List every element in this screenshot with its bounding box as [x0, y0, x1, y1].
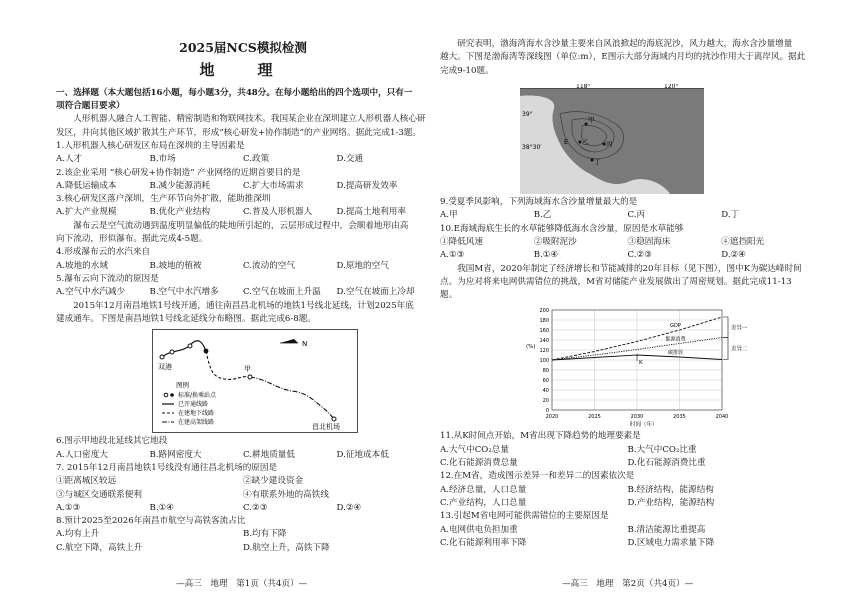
- statement: ②缺少建设资金: [243, 476, 304, 487]
- option[interactable]: B.均有下降: [243, 529, 287, 540]
- option[interactable]: A.扩大产业规模: [56, 207, 117, 218]
- option[interactable]: D.区域电力需求量下降: [627, 537, 715, 548]
- station-marker: [248, 375, 252, 379]
- station-marker: [332, 417, 336, 421]
- question-8: 8.预计2025至2026年南昌市航空与高铁客流占比: [56, 516, 246, 527]
- passage-1-cont: 发区，并向其他区域扩散其生产环节，形成“核心研发+协作制造”的产业网络。据此完成1-3题。: [56, 127, 421, 138]
- question-3-options: [56, 206, 430, 219]
- option[interactable]: C.空气在坡面上升温: [243, 287, 321, 298]
- target-chart: [518, 304, 768, 428]
- y-tick-label: 40: [542, 388, 549, 395]
- x-axis-label: 时间（年）: [630, 422, 658, 429]
- difference-label: 差异二: [731, 346, 748, 353]
- option[interactable]: C.政策: [243, 154, 270, 165]
- passage-3: 2015年12月南昌地铁1号线开通，通往南昌昌北机场的地铁1号线北延线，计划2025年底: [73, 300, 414, 311]
- option[interactable]: C.扩大市场需求: [243, 180, 304, 191]
- question-1-options: [56, 153, 430, 166]
- metro-map: [152, 329, 358, 433]
- place-label: 昌北机场: [312, 423, 340, 432]
- legend-label: 在建地下线路: [178, 410, 215, 418]
- option[interactable]: C.流动的空气: [243, 260, 295, 271]
- option[interactable]: A.降低运输成本: [56, 180, 117, 191]
- k-label: K: [639, 360, 643, 367]
- y-tick-label: 100: [539, 358, 549, 365]
- option[interactable]: C.丙: [627, 210, 646, 221]
- option[interactable]: B.①④: [149, 502, 174, 513]
- option[interactable]: A.均有上升: [56, 529, 100, 540]
- passage-2: 瀑布云是空气流动遇到温度明显偏低的陡地所引起的，云层形成过程中，会顺着地形由高: [73, 220, 409, 231]
- section-heading-cont: 项符合题目要求）: [56, 100, 125, 111]
- y-tick-label: 120: [539, 348, 549, 355]
- y-axis-label: (%): [526, 344, 536, 351]
- passage-5-end: 题。: [440, 290, 458, 301]
- question-9-options: [440, 209, 815, 222]
- site-label: E: [564, 137, 569, 146]
- y-tick-label: 20: [542, 398, 549, 405]
- option[interactable]: A.人才: [56, 154, 83, 165]
- left-page: [56, 0, 430, 555]
- station-marker: [160, 355, 164, 359]
- passage-5-cont: 点。为应对将来电网供需错位的挑战，M省对储能产业发展做出了周密规划。据此完成11-13: [440, 276, 792, 287]
- option[interactable]: D.征地成本低: [336, 449, 389, 460]
- question-6-options: [56, 449, 430, 462]
- option[interactable]: B.路网密度大: [149, 449, 202, 460]
- statement: ①距离城区较远: [56, 476, 117, 487]
- option[interactable]: D.原地的空气: [336, 260, 389, 271]
- transfer-station-marker: [204, 349, 209, 354]
- exam-subject: 地 理: [199, 61, 287, 80]
- passage-1: 人形机器人融合人工智能、精密制造和物联网技术。我国某企业在深圳建立人形机器人核心研: [73, 114, 426, 125]
- question-5: 5.瀑布云向下流动的原因是: [56, 274, 159, 284]
- option[interactable]: D.②④: [721, 250, 746, 261]
- option[interactable]: B.市场: [149, 154, 176, 165]
- statement: ④有联系外地的高铁线: [243, 489, 329, 500]
- option[interactable]: C.②③: [627, 250, 652, 261]
- legend-label: 标准/换乘站点: [178, 392, 217, 400]
- x-tick-label: 2040: [715, 414, 729, 421]
- north-label: N: [302, 340, 308, 349]
- y-tick-label: 60: [542, 378, 549, 385]
- option[interactable]: C.产业结构，人口总量: [440, 498, 527, 508]
- option[interactable]: A.①③: [56, 502, 81, 513]
- question-12-options: [440, 497, 815, 510]
- option[interactable]: C.②③: [243, 502, 268, 513]
- passage-2-cont: 向下流动，形似瀑布。据此完成4-5题。: [56, 234, 208, 245]
- option[interactable]: A.①③: [440, 250, 465, 261]
- option[interactable]: A.坡地的水域: [56, 260, 108, 271]
- question-10-items: [440, 236, 815, 249]
- option[interactable]: D.②④: [336, 502, 362, 513]
- question-8-options: [56, 542, 430, 555]
- passage-4-cont: 越大。下图是渤海湾等深线图（单位:m），E图示大部分海域内月均的扰沙作用大于离岸风。据此: [440, 52, 806, 63]
- page-footer-right: —高三 地理 第2页（共4页）—: [562, 579, 694, 589]
- statement: ③与城区交通联系便利: [56, 489, 142, 500]
- section-heading: 一、选择题（本大题包括16小题，每小题3分，共48分。在每小题给出的四个选项中，只有一: [56, 87, 413, 98]
- question-5-options: [56, 286, 430, 299]
- option[interactable]: D.提高土地利用率: [336, 207, 406, 218]
- legend-title: 图例: [176, 381, 189, 390]
- site-label: 丁: [594, 157, 601, 166]
- option[interactable]: B.乙: [533, 210, 552, 221]
- y-tick-label: 160: [539, 328, 549, 335]
- question-13-options: [440, 537, 815, 550]
- statement: ②吸附泥沙: [533, 236, 577, 247]
- option[interactable]: B.坡地的植被: [149, 260, 202, 271]
- x-tick-label: 2025: [588, 414, 601, 421]
- question-7-items: [56, 489, 430, 502]
- option[interactable]: D.空气在坡面上冷却: [336, 287, 415, 298]
- question-2-options: [56, 180, 430, 193]
- option[interactable]: D.化石能源消费比重: [627, 458, 706, 469]
- option[interactable]: B.减少能源消耗: [149, 180, 211, 191]
- exam-title: 2025届NCS模拟检测: [179, 40, 307, 55]
- latitude-label: 39°: [522, 110, 533, 118]
- longitude-label: 120°: [664, 83, 679, 90]
- site-label: 丙: [606, 139, 613, 148]
- option[interactable]: B.经济结构，能源结构: [627, 484, 714, 495]
- option[interactable]: A.空气中水汽减少: [56, 287, 126, 298]
- option[interactable]: D.航空上升，高铁下降: [243, 542, 330, 553]
- option[interactable]: A.甲: [440, 210, 458, 221]
- site-label: 乙: [582, 137, 589, 146]
- question-1: 1.人形机器人核心研发区布局在深圳的主导因素是: [56, 140, 245, 151]
- y-tick-label: 140: [539, 338, 549, 345]
- question-10-options: [440, 249, 815, 262]
- latitude-label: 38°30′: [522, 143, 542, 151]
- question-11: 11.从K时间点开始，M省出现下降趋势的地理要素是: [440, 431, 641, 442]
- option[interactable]: B.空气中水汽增多: [149, 287, 219, 298]
- question-4: 4.形成瀑布云的水汽来自: [56, 247, 151, 258]
- passage-5: 我国M省，2020年制定了经济增长和节能减排的20年目标（见下图），图中K为碳达峰时间: [457, 263, 802, 274]
- difference-bracket: [723, 338, 728, 360]
- y-tick-label: 200: [539, 308, 549, 315]
- option[interactable]: A.经济总量，人口总量: [440, 484, 527, 495]
- y-tick-label: 80: [542, 368, 549, 375]
- question-7: 7. 2015年12月南昌地铁1号线没有通往昌北机场的原因是: [56, 462, 278, 473]
- option[interactable]: B.①④: [533, 250, 559, 261]
- option[interactable]: C.航空下降，高铁上升: [56, 542, 143, 553]
- passage-4: 研究表明，渤海湾海水含沙量主要来自风浪掀起的海底泥沙，风力越大，海水含沙量增量: [457, 39, 793, 49]
- option[interactable]: B.清洁能源比重提高: [627, 524, 706, 535]
- option[interactable]: A.电网供电负担加重: [440, 524, 518, 535]
- question-13: 13.引起M省电网可能供需错位的主要原因是: [440, 511, 609, 522]
- question-4-options: [56, 260, 430, 273]
- question-2: 2.该企业采用 “核心研发+协作制造” 产业网络的近期首要目的是: [56, 167, 301, 178]
- question-9: 9.受夏季风影响，下列海域海水含沙量增量最大的是: [440, 196, 638, 207]
- option[interactable]: D.产业结构，能源结构: [627, 498, 715, 508]
- place-label: 双港: [158, 363, 172, 372]
- x-tick-label: 2020: [545, 414, 559, 421]
- question-7-items: [56, 475, 430, 488]
- place-label: 甲: [244, 365, 251, 374]
- question-12: 12.在M省，造成图示差异一和差异二的因素依次是: [440, 471, 635, 482]
- question-10: 10.E海域海底生长的水草能够降低海水含沙量，原因是水草能够: [440, 223, 684, 234]
- page-footer-left: —高三 地理 第1页（共4页）—: [176, 579, 308, 589]
- question-6: 6.图示甲地段北延线其它地段: [56, 436, 168, 447]
- question-11-options: [440, 444, 815, 457]
- legend-label: 在建高架线路: [178, 419, 215, 427]
- statement: ③稳固海床: [627, 236, 671, 247]
- question-7-options: [56, 502, 430, 515]
- statement: ④遮挡阳光: [721, 236, 765, 247]
- option[interactable]: D.丁: [721, 210, 740, 221]
- question-12-options: [440, 484, 815, 497]
- right-page: [440, 0, 815, 550]
- question-8-options: [56, 528, 430, 541]
- option[interactable]: A.人口密度大: [56, 449, 108, 460]
- site-label: 甲: [588, 115, 595, 124]
- question-13-options: [440, 524, 815, 537]
- option[interactable]: A.大气中CO₂总量: [440, 444, 509, 455]
- x-tick-label: 2035: [673, 414, 686, 421]
- legend-transfer-icon: [170, 393, 174, 397]
- option[interactable]: C.普及人形机器人: [243, 207, 313, 218]
- line-chart: [518, 304, 768, 428]
- station-marker: [170, 350, 174, 354]
- passage-3-cont: 建成通车。下图是南昌地铁1号线北延线分布略图。据此完成6-8题。: [56, 313, 316, 324]
- y-tick-label: 180: [539, 318, 549, 325]
- question-11-options: [440, 457, 815, 470]
- option[interactable]: B.优化产业结构: [149, 207, 211, 218]
- series-label: 能源消费: [665, 336, 686, 343]
- difference-label: 差异一: [731, 325, 748, 332]
- question-3: 3.核心研发区落户深圳，生产环节向外扩散，能助推深圳: [56, 194, 271, 205]
- series-label: 碳排放: [667, 350, 684, 357]
- option[interactable]: D.提高研发效率: [336, 180, 398, 191]
- option[interactable]: B.大气中CO₂比重: [627, 444, 697, 455]
- passage-4-end: 完成9-10题。: [440, 65, 494, 76]
- series-label: GDP: [670, 323, 681, 330]
- legend-station-icon: [164, 393, 168, 397]
- bohai-depth-map: [520, 84, 704, 194]
- y-tick-label: 0: [545, 408, 549, 415]
- option[interactable]: C.耕地质量低: [243, 449, 295, 460]
- station-marker: [188, 344, 192, 348]
- option[interactable]: C.化石能源利用率下降: [440, 537, 527, 548]
- statement: ①降低风速: [440, 236, 483, 247]
- x-tick-label: 2030: [630, 414, 644, 421]
- legend-label: 已开通线路: [178, 401, 209, 409]
- option[interactable]: C.化石能源消费总量: [440, 458, 518, 469]
- difference-bracket: [723, 317, 728, 338]
- longitude-label: 118°: [576, 83, 591, 90]
- option[interactable]: D.交通: [336, 154, 364, 165]
